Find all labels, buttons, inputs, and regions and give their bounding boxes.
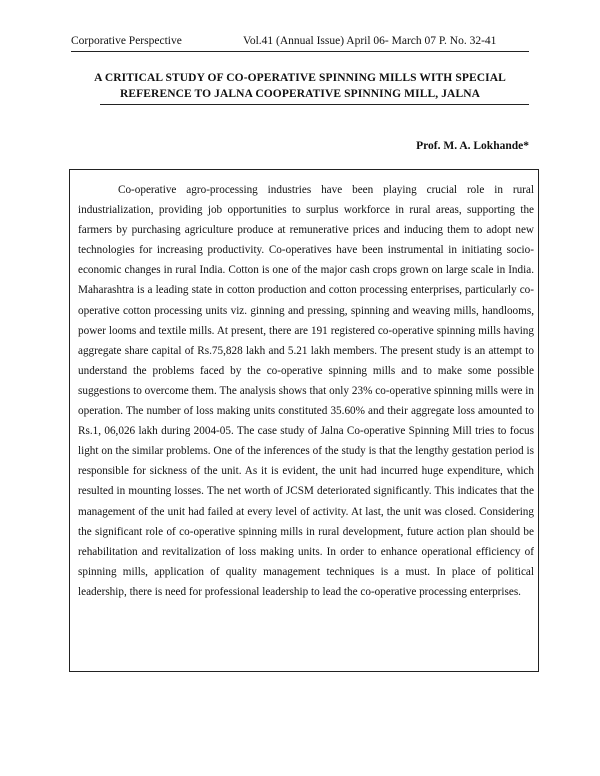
journal-name: Corporative Perspective <box>71 35 182 47</box>
paper-title: A CRITICAL STUDY OF CO-OPERATIVE SPINNING MILLS WITH SPECIAL REFERENCE TO JALNA COOPERATIVE SPINNING MILL, JALNA <box>94 72 506 100</box>
abstract-box <box>69 169 539 672</box>
abstract-text: Co-operative agro-processing industries have been playing crucial role in rural industrialization, providing job opportunities to surplus workforce in rural areas, supporting the farmers by purchasing agriculture produce at remunerative prices and inducing them to adopt new technologies for increasing productivity. Co-operatives have been instrumental in initiating socio-economic changes in rural India. Cotton is one of the major cash crops grown on large scale in India. Maharashtra is a leading state in cotton production and cotton processing enterprises, particularly co-operative cotton processing units viz. ginning and pressing, spinning and weaving mills, handlooms, power looms and textile mills. At present, there are 191 registered co-operative spinning mills having aggregate share capital of Rs.75,828 lakh and 5.21 lakh members. The present study is an attempt to understand the problems faced by the co-operative spinning mills and to make some possible suggestions to overcome them. The analysis shows that only 23% co-operative spinning mills were in operation. The number of loss making units constituted 35.60% and their aggregate loss amounted to Rs.1, 06,026 lakh during 2004-05. The case study of Jalna Co-operative Spinning Mill tries to focus light on the similar problems. One of the inferences of the study is that the lengthy gestation period is responsible for sickness of the unit. As it is evident, the unit had incurred huge expenditure, which resulted in mounting losses. The net worth of JCSM deteriorated significantly. This indicates that the management of the unit had failed at every level of activity. At last, the unit was closed. Considering the significant role of co-operative spinning mills in rural development, future action plan should be rehabilitation and revitalization of loss making units. In order to enhance operational efficiency of spinning mills, application of quality management techniques is a must. In place of political leadership, there is need for professional leadership to lead the co-operative processing enterprises. <box>78 184 534 598</box>
issue-info: Vol.41 (Annual Issue) April 06- March 07 P. No. 32-41 <box>243 35 497 47</box>
author-name: Prof. M. A. Lokhande* <box>416 140 529 152</box>
title-divider <box>100 104 529 105</box>
running-header <box>71 35 529 52</box>
